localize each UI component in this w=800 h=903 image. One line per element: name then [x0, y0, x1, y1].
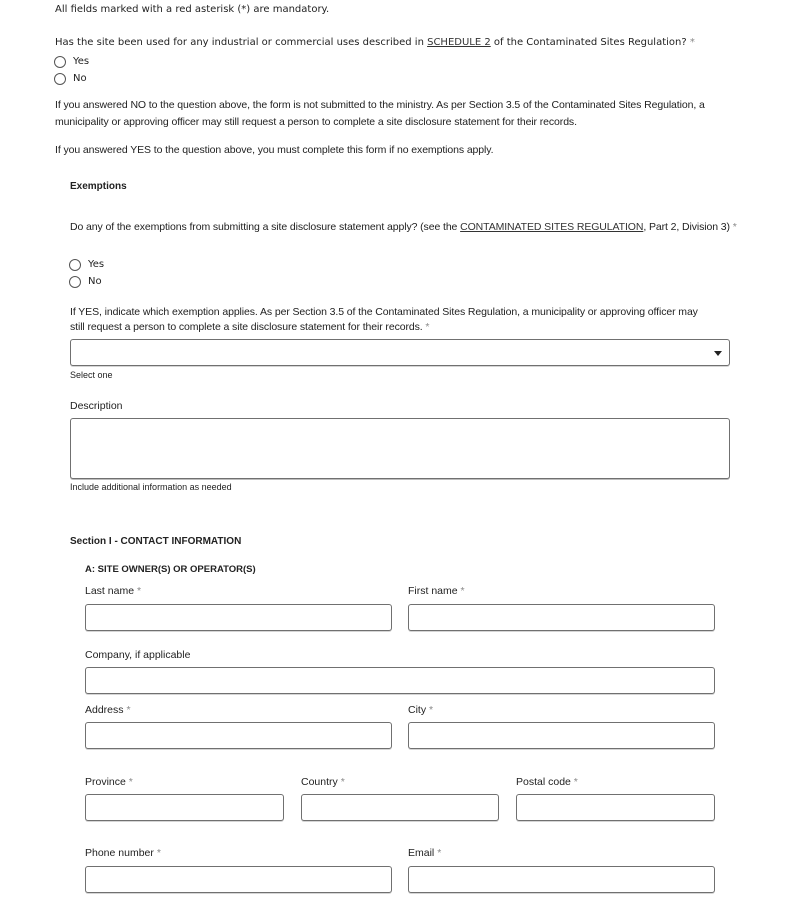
site-owner-subheading: A: SITE OWNER(S) OR OPERATOR(S): [85, 564, 256, 575]
question-text-after: of the Contaminated Sites Regulation?: [490, 37, 687, 48]
schedule-2-link[interactable]: SCHEDULE 2: [427, 37, 491, 48]
email-label: [408, 845, 441, 862]
exemption-select-help: Select one: [70, 370, 113, 380]
radio-label: Yes: [73, 56, 90, 67]
required-asterisk: *: [136, 585, 142, 597]
which-exemption-line-1: If YES, indicate which exemption applies. As per Section 3.5 of the Contaminated Sites Regulation, a municipality or approving officer may: [70, 306, 698, 318]
industrial-use-option-yes[interactable]: [54, 53, 89, 70]
radio-button[interactable]: [69, 259, 81, 271]
required-asterisk: *: [573, 776, 578, 788]
label-text: First name: [408, 585, 458, 597]
chevron-down-icon: [714, 351, 722, 356]
exemptions-heading: Exemptions: [70, 181, 127, 192]
country-label: [301, 774, 345, 791]
radio-button[interactable]: [54, 56, 66, 68]
label-text: Last name: [85, 585, 135, 597]
province-label: [85, 774, 133, 791]
phone-input[interactable]: [85, 866, 392, 893]
postal-code-input[interactable]: [516, 794, 715, 821]
required-asterisk: *: [429, 704, 434, 716]
required-asterisk: *: [126, 704, 131, 716]
exemptions-option-no[interactable]: [69, 273, 104, 290]
radio-button[interactable]: [54, 73, 66, 85]
country-input[interactable]: [301, 794, 499, 821]
radio-label: Yes: [88, 259, 105, 270]
first-name-label: [408, 583, 465, 600]
required-asterisk: *: [437, 847, 442, 859]
required-asterisk: *: [156, 847, 161, 859]
label-text: Province: [85, 776, 126, 788]
info-no-line-1: If you answered NO to the question above, the form is not submitted to the ministry. As per Section 3.5 of the Contaminated Sites Regulation, a: [55, 99, 705, 111]
exemption-select[interactable]: [70, 339, 730, 366]
industrial-use-option-no[interactable]: [54, 70, 89, 87]
exemptions-radio-group: [69, 256, 104, 290]
exemptions-option-yes[interactable]: [69, 256, 104, 273]
company-input[interactable]: [85, 667, 715, 694]
required-asterisk: *: [425, 321, 430, 333]
postal-code-label: [516, 774, 578, 791]
description-label: Description: [70, 400, 123, 412]
info-yes-line: If you answered YES to the question above, you must complete this form if no exemptions apply.: [55, 144, 494, 156]
radio-label: No: [88, 276, 102, 287]
contaminated-sites-regulation-link[interactable]: CONTAMINATED SITES REGULATION: [460, 221, 644, 233]
required-asterisk: *: [128, 776, 133, 788]
label-text: Email: [408, 847, 435, 859]
required-asterisk: *: [340, 776, 345, 788]
required-asterisk: *: [689, 37, 695, 48]
question-text-before: Has the site been used for any industrial or commercial uses described in: [55, 37, 428, 48]
industrial-use-radio-group: [54, 53, 89, 87]
label-text: Country: [301, 776, 338, 788]
exemptions-question-after: , Part 2, Division 3): [643, 221, 730, 233]
company-label: Company, if applicable: [85, 649, 191, 661]
last-name-label: [85, 583, 141, 600]
description-help: Include additional information as needed: [70, 482, 232, 492]
exemptions-question-before: Do any of the exemptions from submitting a site disclosure statement apply? (see the: [70, 221, 461, 233]
city-label: [408, 702, 433, 719]
section-1-heading: Section I - CONTACT INFORMATION: [70, 536, 242, 547]
industrial-use-question: [55, 34, 695, 51]
phone-label: [85, 845, 161, 862]
required-asterisk: *: [732, 221, 737, 233]
email-input[interactable]: [408, 866, 715, 893]
last-name-input[interactable]: [85, 604, 392, 631]
address-input[interactable]: [85, 722, 392, 749]
label-text: Postal code: [516, 776, 571, 788]
mandatory-note: All fields marked with a red asterisk (*) are mandatory.: [55, 4, 330, 15]
which-exemption-text: still request a person to complete a site disclosure statement for their records.: [70, 321, 423, 333]
which-exemption-line-2: [70, 319, 429, 336]
province-input[interactable]: [85, 794, 284, 821]
label-text: Phone number: [85, 847, 154, 859]
description-textarea[interactable]: [70, 418, 730, 479]
info-no-line-2: municipality or approving officer may still request a person to complete a site disclosure statement for their records.: [55, 116, 577, 128]
radio-button[interactable]: [69, 276, 81, 288]
address-label: [85, 702, 131, 719]
exemptions-question: [70, 219, 737, 236]
label-text: City: [408, 704, 427, 716]
radio-label: No: [73, 73, 87, 84]
label-text: Address: [85, 704, 124, 716]
first-name-input[interactable]: [408, 604, 715, 631]
city-input[interactable]: [408, 722, 715, 749]
required-asterisk: *: [460, 585, 465, 597]
